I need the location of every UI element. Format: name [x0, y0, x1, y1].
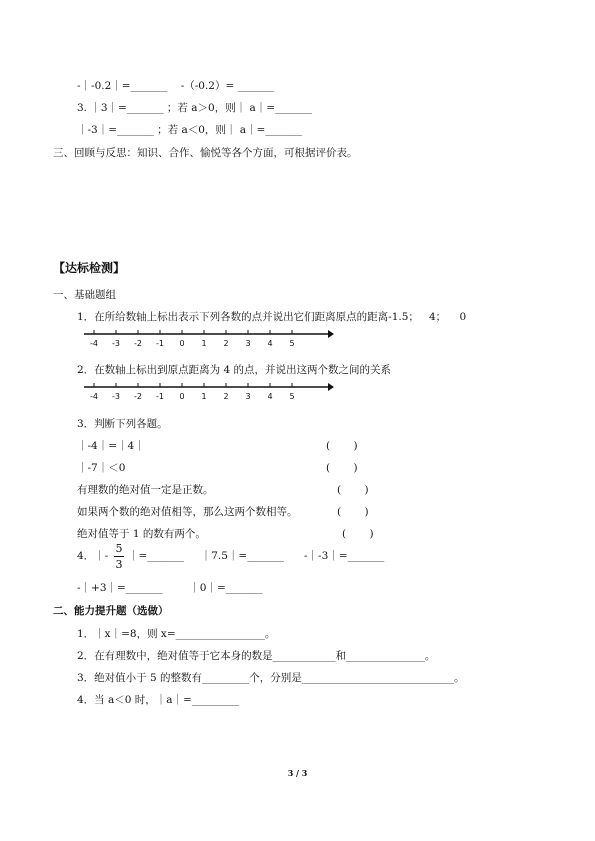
- axis-tick-label: 4: [267, 392, 273, 401]
- axis-tick-label: 2: [223, 339, 229, 348]
- p2-question-4: 4．当 a＜0 时，｜a｜=_________: [77, 694, 240, 706]
- number-line-2: [84, 380, 334, 404]
- part1-title: 一、基础题组: [53, 289, 116, 301]
- line-abs-neg-3: ｜-3｜=_______ ；若 a＜0，则｜ a｜=_______: [77, 124, 303, 136]
- axis-tick-label: -1: [156, 392, 164, 401]
- page-number: 3 / 3: [287, 768, 308, 778]
- axis-tick-label: -3: [112, 339, 120, 348]
- judge-paren: ( ): [326, 462, 358, 474]
- arrow-icon: [328, 383, 334, 391]
- question-3: 3．判断下列各题。: [77, 418, 168, 430]
- judge-item: ｜-7｜＜0: [77, 462, 126, 474]
- judge-item: 有理数的绝对值一定是正数。: [77, 484, 214, 496]
- axis-tick-label: 0: [179, 392, 185, 401]
- line-abs-3: 3. ｜3｜=_______ ；若 a＞0，则｜ a｜=_______: [77, 102, 312, 114]
- fraction-bar: [114, 556, 124, 557]
- axis-tick-label: -4: [90, 339, 98, 348]
- axis-tick-label: -2: [134, 339, 142, 348]
- p2-question-1: 1．｜x｜=8，则 x=_________________。: [77, 628, 276, 640]
- reflection-line: 三、回顾与反思：知识、合作、愉悦等各个方面，可根据评价表。: [53, 147, 358, 159]
- axis-tick-label: -2: [134, 392, 142, 401]
- judge-paren: ( ): [326, 440, 358, 452]
- judge-item: ｜-4｜=｜4｜: [77, 440, 145, 452]
- axis-tick-label: -1: [156, 339, 164, 348]
- axis-tick-label: 3: [245, 392, 251, 401]
- question-4-line2: -｜+3｜=_______ ｜0｜=_______: [77, 582, 263, 594]
- question-4-prefix: 4．｜-: [77, 550, 109, 562]
- axis-tick-label: -3: [112, 392, 120, 401]
- fraction-denominator: 3: [115, 558, 123, 571]
- question-4-rest: ｜=_______ ｜7.5｜=_______ -｜-3｜=_______: [128, 550, 385, 562]
- axis-tick-label: 1: [201, 339, 207, 348]
- axis-tick-label: 5: [289, 339, 295, 348]
- judge-paren: ( ): [337, 484, 369, 496]
- axis-tick-label: -4: [90, 392, 98, 401]
- axis-tick-label: 4: [267, 339, 273, 348]
- arrow-icon: [328, 330, 334, 338]
- axis-tick-label: 3: [245, 339, 251, 348]
- axis-tick-label: 1: [201, 392, 207, 401]
- judge-item: 绝对值等于 1 的数有两个。: [77, 528, 206, 540]
- judge-paren: ( ): [337, 506, 369, 518]
- fraction-numerator: 5: [115, 542, 123, 555]
- axis-tick-label: 0: [179, 339, 185, 348]
- p2-question-2: 2．在有理数中，绝对值等于它本身的数是____________和_______________。: [77, 650, 436, 662]
- number-line-1: [84, 327, 334, 351]
- part2-title: 二、能力提升题（选做）: [53, 605, 169, 617]
- judge-paren: ( ): [342, 528, 374, 540]
- axis-tick-label: 2: [223, 392, 229, 401]
- p2-question-3: 3．绝对值小于 5 的整数有_________个，分别是_____________________________。: [77, 672, 465, 684]
- question-2: 2．在数轴上标出到原点距离为 4 的点，并说出这两个数之间的关系: [77, 364, 392, 376]
- question-1: 1．在所给数轴上标出表示下列各数的点并说出它们距离原点的距离-1.5； 4； 0: [77, 311, 467, 323]
- judge-item: 如果两个数的绝对值相等，那么这两个数相等。: [77, 506, 298, 518]
- section-title: 【达标检测】: [53, 261, 126, 275]
- line-abs-neg-0.2: -｜-0.2｜=_______ -（-0.2）= _______: [77, 80, 275, 92]
- axis-tick-label: 5: [289, 392, 295, 401]
